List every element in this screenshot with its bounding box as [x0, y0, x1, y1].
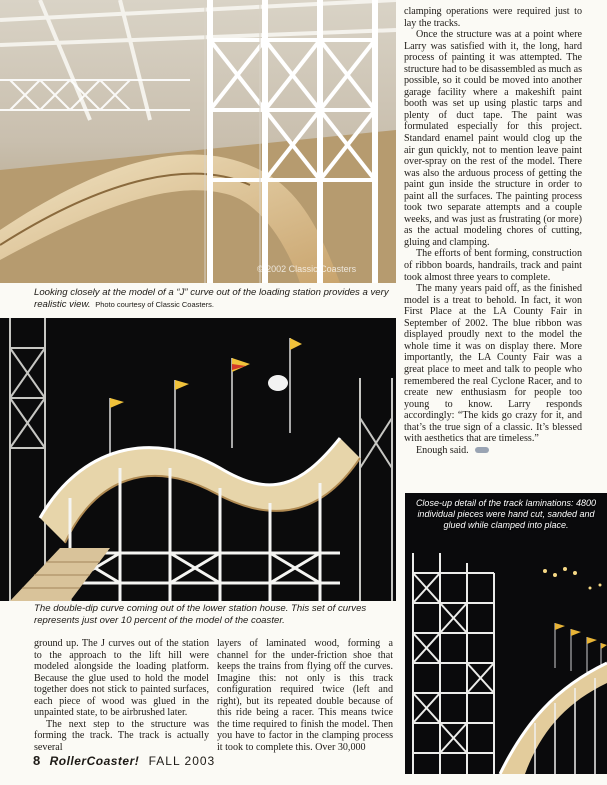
issue-label: FALL 2003 — [148, 754, 216, 768]
paragraph: Once the structure was at a point where Larry was satisfied with it, the long, hard process of painting it was attempted. The structure had to be disassembled as much as possible, so it could be moved into another garage facility where a makeshift paint booth was set up using plastic tarps and plenty of duct tape. The paint was formulated especially for this project. Standard enamel paint would clog up the air gun quickly, not to mention leave paint over-spray on the rest of the model. There was also the arduous process of getting the paint gun inside the structure in order to paint all the surfaces. The painting process took two separate attempts and a couple weeks, and was just as frustrating (or more) as the actual modeling chores of cutting, gluing and clamping. — [404, 29, 582, 248]
paragraph-closing — [404, 445, 582, 457]
page-number: 8 — [33, 753, 41, 768]
paragraph: The efforts of bent forming, construction of ribbon boards, handrails, track and paint took almost three years to complete. — [404, 248, 582, 283]
end-mark-icon — [475, 447, 489, 453]
paragraph: ground up. The J curves out of the station to the approach to the lift hill were modeled alongside the loading platform. Because the glue used to hold the model together does not stick to painted surfaces, each piece of wood was glued in the unpainted state, to be airbrushed later. — [34, 638, 209, 719]
caption-middle: The double-dip curve coming out of the lower station house. This set of curves represents just over 10 percent of the model of the coaster. — [34, 603, 367, 626]
article-column-middle — [217, 638, 393, 753]
photo-track-laminations — [405, 493, 607, 774]
paragraph: clamping operations were required just to lay the tracks. — [404, 6, 582, 29]
photo-watermark: © 2002 Classic Coasters — [257, 264, 357, 274]
photo-j-curve — [0, 0, 396, 283]
caption-top — [34, 287, 392, 311]
photo-double-dip — [0, 318, 396, 601]
paragraph: The many years paid off, as the finished model is a treat to behold. In fact, it won First Place at the LA County Fair in September of 2002. The blue ribbon was displayed proudly next to the model the whole time it was on display there. More importantly, the LA County Fair was a great place to meet and talk to people who remembered the real Cyclone Racer, and to create new enthusiasm for people too young to know. Larry responds accordingly: “The kids go crazy for it, and that’s the true sign of a classic. It’s blessed with aesthetics that are timeless.” — [404, 283, 582, 445]
paragraph: The next step to the structure was forming the track. The track is actually several — [34, 718, 209, 753]
caption-top-text: Looking closely at the model of a “J” curve out of the loading station provides a very realistic view. — [34, 287, 389, 310]
caption-inset: Close-up detail of the track laminations: 4800 individual pieces were hand cut, sanded and glued while clamped into place. — [415, 498, 597, 530]
closing-text: Enough said. — [416, 444, 469, 456]
photo-credit: Photo courtesy of Classic Coasters. — [95, 300, 214, 309]
article-column-right — [404, 6, 582, 456]
article-column-left — [34, 638, 209, 753]
paragraph: layers of laminated wood, forming a channel for the under-friction shoe that keeps the trains from flying off the curves. Imagine this: not only is this track configuration required twice (left and right), but its repeated double because of this ride being a racer. This means twice the time required to finish the model. Then you have to factor in the clamping process it took to complete this. Over 30,000 — [217, 638, 393, 753]
page-footer — [33, 753, 215, 768]
magazine-name: RollerCoaster! — [49, 754, 140, 768]
